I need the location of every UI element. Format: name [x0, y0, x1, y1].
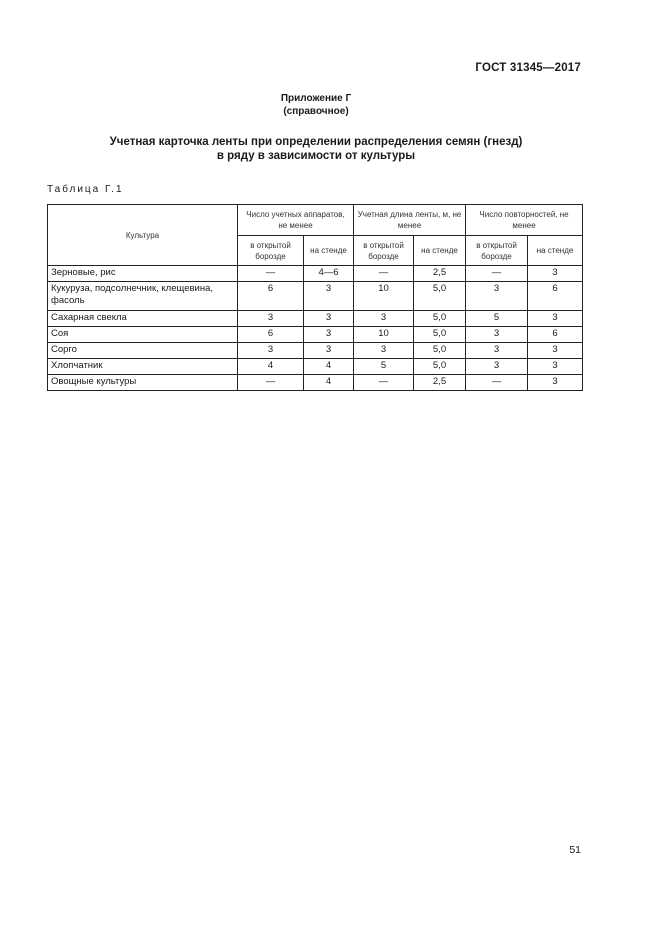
- row-value: 3: [238, 311, 304, 327]
- row-value: 5,0: [414, 327, 466, 343]
- row-value: 3: [304, 343, 354, 359]
- card-title-line-2: в ряду в зависимости от культуры: [216, 150, 416, 162]
- row-value: —: [238, 375, 304, 391]
- row-value: 4: [304, 375, 354, 391]
- header-group-length: Учетная длина ленты, м, не менее: [354, 205, 466, 236]
- row-value: —: [238, 266, 304, 282]
- row-value: 5: [354, 359, 414, 375]
- row-crop: Соя: [48, 327, 238, 343]
- table-row: [48, 282, 583, 311]
- row-value: 5,0: [414, 282, 466, 311]
- row-value: 3: [528, 359, 583, 375]
- row-value: 3: [466, 282, 528, 311]
- row-value: 3: [466, 327, 528, 343]
- row-crop: Сорго: [48, 343, 238, 359]
- appendix-heading: [0, 92, 632, 118]
- row-value: 6: [238, 282, 304, 311]
- row-crop: Овощные культуры: [48, 375, 238, 391]
- table-label: Таблица Г.1: [47, 184, 124, 195]
- row-value: 3: [304, 311, 354, 327]
- row-value: 2,5: [414, 375, 466, 391]
- table-row: [48, 343, 583, 359]
- row-value: 3: [528, 311, 583, 327]
- row-crop: Кукуруза, подсолнечник, клещевина, фасоль: [48, 282, 238, 311]
- header-crop: Культура: [48, 205, 238, 266]
- row-value: 5,0: [414, 343, 466, 359]
- row-crop: Хлопчатник: [48, 359, 238, 375]
- table-row: [48, 359, 583, 375]
- header-sub-open: в открытой борозде: [354, 236, 414, 266]
- row-value: 4: [304, 359, 354, 375]
- appendix-title: Приложение Г: [280, 93, 352, 104]
- header-sub-stand: на стенде: [414, 236, 466, 266]
- row-crop: Сахарная свекла: [48, 311, 238, 327]
- row-value: 3: [528, 375, 583, 391]
- row-value: 3: [466, 343, 528, 359]
- row-value: 5,0: [414, 311, 466, 327]
- row-value: 3: [354, 311, 414, 327]
- appendix-subtitle: (справочное): [283, 106, 349, 117]
- row-value: 3: [466, 359, 528, 375]
- row-value: 6: [528, 327, 583, 343]
- row-value: 4—6: [304, 266, 354, 282]
- row-crop: Зерновые, рис: [48, 266, 238, 282]
- row-value: —: [466, 266, 528, 282]
- standard-code: ГОСТ 31345—2017: [475, 62, 581, 74]
- table-row: [48, 266, 583, 282]
- row-value: —: [354, 375, 414, 391]
- row-value: —: [466, 375, 528, 391]
- crop-distribution-table: [47, 204, 583, 391]
- table-row: [48, 327, 583, 343]
- header-group-repeats: Число повторностей, не менее: [466, 205, 583, 236]
- card-title: [0, 135, 632, 163]
- row-value: 10: [354, 327, 414, 343]
- header-sub-open: в открытой борозде: [238, 236, 304, 266]
- page-number: 51: [569, 844, 581, 856]
- row-value: 2,5: [414, 266, 466, 282]
- row-value: 6: [238, 327, 304, 343]
- row-value: 3: [238, 343, 304, 359]
- row-value: 3: [304, 327, 354, 343]
- row-value: 3: [354, 343, 414, 359]
- table-row: [48, 311, 583, 327]
- row-value: 3: [304, 282, 354, 311]
- header-sub-stand: на стенде: [304, 236, 354, 266]
- row-value: 6: [528, 282, 583, 311]
- header-group-apparatus: Число учетных аппаратов, не менее: [238, 205, 354, 236]
- header-sub-stand: на стенде: [528, 236, 583, 266]
- row-value: 5: [466, 311, 528, 327]
- row-value: 3: [528, 266, 583, 282]
- header-sub-open: в открытой борозде: [466, 236, 528, 266]
- row-value: —: [354, 266, 414, 282]
- table-row: [48, 375, 583, 391]
- card-title-line-1: Учетная карточка ленты при определении распределения семян (гнезд): [109, 136, 523, 148]
- row-value: 5,0: [414, 359, 466, 375]
- row-value: 10: [354, 282, 414, 311]
- row-value: 3: [528, 343, 583, 359]
- row-value: 4: [238, 359, 304, 375]
